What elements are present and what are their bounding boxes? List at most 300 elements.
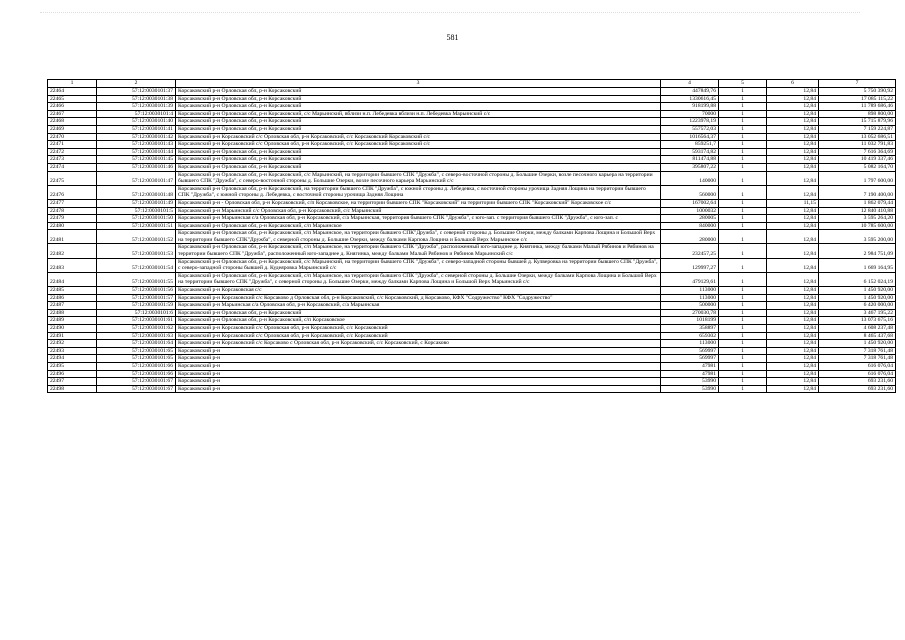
cadastral-number <box>97 103 176 111</box>
area-value-text: 569997 <box>699 347 716 354</box>
row-number <box>48 272 97 286</box>
col-header-2: 2 <box>97 80 176 88</box>
location-description <box>176 309 661 317</box>
cadastral-number <box>97 325 176 333</box>
location-description-text: Корсаковский р-н Корсаковский с/с Орловская обл, р-н Корсаковский, с/с Корсаковский <box>178 325 388 331</box>
table-row <box>48 370 896 378</box>
cadastral-number <box>97 215 176 223</box>
cost-value <box>819 317 896 325</box>
column-5-value <box>719 163 767 171</box>
cadastral-number <box>97 258 176 272</box>
cadastral-number-text: 57:12:0030101:59 <box>131 302 173 309</box>
area-value <box>661 340 719 348</box>
row-number-text: 22487 <box>50 302 64 309</box>
column-5-value <box>719 287 767 295</box>
cost-value <box>819 355 896 363</box>
row-number-text: 22472 <box>50 148 64 155</box>
col-header-4: 4 <box>661 80 719 88</box>
area-value-text: 560000 <box>699 192 716 199</box>
cost-value <box>819 110 896 118</box>
cost-value-text: 693 231,60 <box>867 385 893 392</box>
rate-value <box>767 185 819 199</box>
location-description-text: Корсаковский р-н <box>178 362 221 369</box>
row-number-text: 22486 <box>50 294 64 301</box>
rate-value <box>767 148 819 156</box>
column-5-value-text: 1 <box>741 294 744 301</box>
area-value-text: 569997 <box>699 355 716 362</box>
location-description-text: Корсаковский р-н Орловская обл, р-н Корсаковский, с/п Марьинское <box>178 222 342 229</box>
location-description <box>176 163 661 171</box>
column-5-value-text: 1 <box>741 199 744 206</box>
table-row <box>48 332 896 340</box>
cost-value <box>819 207 896 215</box>
row-number <box>48 378 97 386</box>
area-value <box>661 199 719 207</box>
cost-value <box>819 294 896 302</box>
area-value-text: 280005 <box>699 215 716 222</box>
rate-value-text: 12,84 <box>803 222 816 229</box>
area-value <box>661 88 719 96</box>
area-value <box>661 110 719 118</box>
cadastral-number <box>97 95 176 103</box>
area-value-text: 1000032 <box>696 207 716 214</box>
row-number-text: 22484 <box>50 279 64 286</box>
cost-value-text: 5 082 164,70 <box>863 163 893 170</box>
table-row <box>48 215 896 223</box>
rate-value-text: 12,84 <box>803 178 816 185</box>
rate-value <box>767 317 819 325</box>
cadastral-number <box>97 148 176 156</box>
area-value <box>661 148 719 156</box>
cadastral-number <box>97 272 176 286</box>
cadastral-number-text: 57:12:0030101:51 <box>131 222 173 229</box>
table-row <box>48 272 896 286</box>
area-value-text: 447849,76 <box>692 88 716 94</box>
table-row <box>48 378 896 386</box>
area-value-text: 859251,7 <box>695 141 716 148</box>
area-value-text: 557572,03 <box>692 125 716 132</box>
cadastral-number <box>97 163 176 171</box>
location-description <box>176 230 661 244</box>
column-5-value-text: 1 <box>741 178 744 185</box>
cadastral-number <box>97 332 176 340</box>
column-5-value-text: 1 <box>741 148 744 155</box>
column-5-value-text: 1 <box>741 141 744 148</box>
rate-value-text: 12,84 <box>803 88 816 94</box>
rate-value <box>767 340 819 348</box>
location-description-text: Корсаковский р-н Корсаковский с/с Орловская обл, р-н Корсаковский, с/с Корсаковский Корсаковский с/с <box>178 141 430 148</box>
col-header-3: 3 <box>176 80 661 88</box>
row-number-text: 22498 <box>50 385 64 392</box>
row-number <box>48 244 97 258</box>
cost-value-text: 616 076,04 <box>867 370 893 377</box>
rate-value <box>767 332 819 340</box>
cost-value-text: 4 608 237,48 <box>863 325 893 331</box>
location-description <box>176 125 661 133</box>
cost-value-text: 11 032 791,83 <box>861 141 893 148</box>
cost-value <box>819 185 896 199</box>
cadastral-number-text: 57:12:0030101:38 <box>131 95 173 102</box>
row-number-text: 22488 <box>50 309 64 316</box>
cadastral-number-text: 57:12:0030101:57 <box>131 294 173 301</box>
table-row <box>48 207 896 215</box>
location-description <box>176 332 661 340</box>
cost-value <box>819 222 896 230</box>
area-value <box>661 103 719 111</box>
rate-value-text: 12,84 <box>803 302 816 309</box>
column-5-value-text: 1 <box>741 125 744 132</box>
location-description <box>176 103 661 111</box>
location-description <box>176 133 661 141</box>
column-5-value-text: 1 <box>741 309 744 316</box>
col-header-6: 6 <box>767 80 819 88</box>
row-number-text: 22465 <box>50 95 64 102</box>
rate-value <box>767 171 819 185</box>
rate-value <box>767 385 819 393</box>
area-value-text: 140000 <box>699 178 716 185</box>
cadastral-number-text: 57:12:0030101:48 <box>131 192 173 199</box>
area-value <box>661 141 719 149</box>
cadastral-number-text: 57:12:0030101:62 <box>131 325 173 331</box>
location-description <box>176 110 661 118</box>
cadastral-number <box>97 207 176 215</box>
area-value-text: 811474,88 <box>692 156 716 163</box>
cost-value <box>819 309 896 317</box>
column-5-value <box>719 207 767 215</box>
cadastral-number <box>97 88 176 96</box>
area-value-text: 280000 <box>699 236 716 243</box>
cost-value <box>819 163 896 171</box>
cost-value-text: 7 159 224,87 <box>863 125 893 132</box>
location-description-text: Корсаковский р-н <box>178 385 221 392</box>
rate-value-text: 12,84 <box>803 317 816 324</box>
cadastral-number <box>97 340 176 348</box>
location-description <box>176 355 661 363</box>
area-value <box>661 133 719 141</box>
area-value <box>661 362 719 370</box>
area-value <box>661 347 719 355</box>
cadastral-number-text: 57:12:0030101:44 <box>131 148 173 155</box>
row-number <box>48 88 97 96</box>
location-description-text: Корсаковский р-н <box>178 347 221 354</box>
rate-value <box>767 378 819 386</box>
area-value-text: 270030,78 <box>692 309 716 316</box>
location-description-text: Корсаковский р-н Орловская обл, р-н Корсаковский, с/п Марьинское, на территории бывшего СПК "Дружба", с северной стороны д. Большие Озерки, между балками Карпова Лощина и Большой Верх на территории бывшего СПК "Дружба", с северной стороны д. Большие Озерки, между балками Карпова Лощина и Большой Верх Марьинский с/с <box>178 272 657 286</box>
row-number-text: 22475 <box>50 178 64 185</box>
row-number-text: 22479 <box>50 215 64 222</box>
cost-value-text: 1 450 920,00 <box>863 287 893 294</box>
cadastral-number-text: 57:12:0030101:4 <box>134 110 173 117</box>
column-5-value-text: 1 <box>741 133 744 140</box>
row-number-text: 22490 <box>50 325 64 331</box>
cadastral-number-text: 57:12:0030101:41 <box>131 125 173 132</box>
table-row <box>48 244 896 258</box>
rate-value-text: 12,84 <box>803 347 816 354</box>
rate-value <box>767 370 819 378</box>
area-value <box>661 287 719 295</box>
area-value-text: 70000 <box>702 110 716 117</box>
column-5-value <box>719 110 767 118</box>
area-value <box>661 309 719 317</box>
cadastral-number-text: 57:12:0030101:54 <box>131 265 173 272</box>
rate-value-text: 12,84 <box>803 163 816 170</box>
cost-value <box>819 347 896 355</box>
row-number <box>48 370 97 378</box>
row-number <box>48 199 97 207</box>
cost-value-text: 1 669 164,95 <box>863 265 893 272</box>
cost-value-text: 13 073 675,16 <box>860 317 893 324</box>
row-number-text: 22497 <box>50 378 64 385</box>
location-description-text: Корсаковский р-н Орловская обл, р-н Корсаковский <box>178 309 302 316</box>
column-5-value <box>719 309 767 317</box>
cost-value-text: 17 085 115,22 <box>861 95 893 102</box>
cadastral-number-text: 57:12:0030101:56 <box>131 287 173 294</box>
register-table <box>47 79 896 393</box>
row-number <box>48 332 97 340</box>
location-description-text: Корсаковский р-н <box>178 370 221 377</box>
location-description <box>176 95 661 103</box>
location-description-text: Корсаковский р-н Орловская обл, р-н Корсаковский <box>178 95 302 102</box>
table-row <box>48 95 896 103</box>
location-description-text: Корсаковский р-н Марьинский с/с Орловская обл, р-н Корсаковский, с/с Марьинский <box>178 207 382 214</box>
table-row <box>48 148 896 156</box>
cadastral-number-text: 57:12:0030101:63 <box>131 332 173 339</box>
location-description-text: Корсаковский р-н Орловская обл, р-н Корсаковский <box>178 118 302 125</box>
location-description-text: Корсаковский р-н Орловская обл, р-н Корсаковский, с/п Марьинское, на территории бывшего СПК"Дружба", с северной стороны д. Большие Озерки, между балками Карпова Лощина и Большой Верх на территории бывшего СПК"Дружба", с северной стороны д. Большие Озерки, между балками Карпова Лощина и Большой Верх Марьинское с/с <box>178 230 656 243</box>
row-number <box>48 294 97 302</box>
cost-value <box>819 215 896 223</box>
area-value-text: 659302 <box>699 332 716 339</box>
column-5-value-text: 1 <box>741 362 744 369</box>
area-value-text: 479129,61 <box>692 279 716 286</box>
cost-value-text: 1 797 600,00 <box>863 178 893 185</box>
cost-value-text: 12 840 410,88 <box>860 207 893 214</box>
table-row <box>48 258 896 272</box>
row-number <box>48 258 97 272</box>
column-5-value <box>719 230 767 244</box>
column-5-value <box>719 340 767 348</box>
cost-value <box>819 385 896 393</box>
area-value <box>661 118 719 126</box>
area-value-text: 1018199 <box>696 317 716 324</box>
cadastral-number <box>97 156 176 164</box>
column-5-value-text: 1 <box>741 110 744 117</box>
rate-value-text: 12,84 <box>803 362 816 369</box>
row-number-text: 22476 <box>50 192 64 199</box>
cost-value-text: 15 715 879,96 <box>860 118 893 125</box>
row-number <box>48 185 97 199</box>
table-row <box>48 88 896 96</box>
rate-value <box>767 302 819 310</box>
cadastral-number <box>97 141 176 149</box>
location-description <box>176 199 661 207</box>
row-number <box>48 309 97 317</box>
cadastral-number-text: 57:12:0030101:66 <box>131 362 173 369</box>
location-description-text: Корсаковский р-н Орловская обл, р-н Корсаковский, с/п Марьинское, на территории бывшего СПК "Дружба", расположенный юго-западнее д. Княгинка, между балками Малый Рябинов и Рябинов на территории бывшего СПК "Дружба", расположенный юго-западнее д. Княгинка, между балками Малый Рябинов и Рябинов Марьинский с/с <box>178 244 654 258</box>
cost-value <box>819 125 896 133</box>
row-number <box>48 118 97 126</box>
rate-value <box>767 325 819 333</box>
area-value <box>661 244 719 258</box>
cadastral-number <box>97 287 176 295</box>
cadastral-number-text: 57:12:0030101:65 <box>131 355 173 362</box>
cost-value-text: 1 450 920,00 <box>863 340 893 347</box>
area-value-text: 1016564,37 <box>689 133 716 140</box>
rate-value-text: 12,84 <box>803 287 816 294</box>
column-5-value <box>719 141 767 149</box>
area-value <box>661 294 719 302</box>
location-description-text: Корсаковский р-н Марьинская с/а Орловская обл, р-н Корсаковский, с/а Марьинская <box>178 302 380 309</box>
cost-value-text: 8 465 437,68 <box>863 332 893 339</box>
column-5-value-text: 1 <box>741 192 744 199</box>
rate-value <box>767 199 819 207</box>
location-description <box>176 215 661 223</box>
cost-value-text: 3 595 200,00 <box>863 236 893 243</box>
column-5-value-text: 1 <box>741 222 744 229</box>
column-5-value <box>719 171 767 185</box>
column-5-value-text: 1 <box>741 325 744 331</box>
column-5-value <box>719 156 767 164</box>
column-5-value-text: 1 <box>741 355 744 362</box>
rate-value-text: 12,84 <box>803 141 816 148</box>
row-number-text: 22493 <box>50 347 64 354</box>
row-number-text: 22474 <box>50 163 64 170</box>
cadastral-number-text: 57:12:0030101:6 <box>134 309 173 316</box>
table-row <box>48 362 896 370</box>
rate-value-text: 12,84 <box>803 325 816 331</box>
location-description <box>176 302 661 310</box>
location-description-text: Корсаковский р-н Корсаковский с/с Орловская обл, р-н Корсаковский, с/с Корсаковский <box>178 332 388 339</box>
rate-value-text: 12,84 <box>803 207 816 214</box>
row-number-text: 22481 <box>50 236 64 243</box>
cost-value-text: 10 419 337,46 <box>860 156 893 163</box>
table-row <box>48 385 896 393</box>
row-number <box>48 340 97 348</box>
row-number <box>48 230 97 244</box>
location-description <box>176 118 661 126</box>
rate-value <box>767 133 819 141</box>
area-value <box>661 125 719 133</box>
area-value-text: 47981 <box>702 370 716 377</box>
cost-value <box>819 118 896 126</box>
table-row <box>48 141 896 149</box>
column-5-value-text: 1 <box>741 163 744 170</box>
location-description <box>176 370 661 378</box>
cadastral-number-text: 57:12:0030101:40 <box>131 118 173 125</box>
area-value-text: 113000 <box>699 287 716 294</box>
cost-value-text: 7 318 761,48 <box>863 355 893 362</box>
rate-value-text: 12,84 <box>803 95 816 102</box>
rate-value-text: 12,84 <box>803 370 816 377</box>
location-description-text: Корсаковский р-н Марьинская с/а Орловская обл, р-н Корсаковский, с/а Марьинская, территория бывшего СПК "Дружба", с юго-зап. с территория бывшего СПК "Дружба", с юго-зап. с <box>178 215 618 222</box>
cost-value <box>819 95 896 103</box>
location-description-text: Корсаковский р-н Орловская обл, р-н Корсаковский <box>178 88 302 94</box>
cost-value-text: 6 420 000,00 <box>863 302 893 309</box>
area-value <box>661 185 719 199</box>
location-description-text: Корсаковский р-н Орловская обл, р-н Корсаковский, с/п Корсаковское <box>178 317 345 324</box>
rate-value-text: 12,84 <box>803 355 816 362</box>
cost-value <box>819 325 896 333</box>
column-5-value <box>719 385 767 393</box>
cost-value-text: 7 318 761,48 <box>863 347 893 354</box>
column-5-value <box>719 272 767 286</box>
cost-value-text: 1 862 079,44 <box>863 199 893 206</box>
column-5-value <box>719 362 767 370</box>
location-description <box>176 378 661 386</box>
location-description <box>176 340 661 348</box>
row-number <box>48 207 97 215</box>
cadastral-number-text: 57:12:0030101:66 <box>131 370 173 377</box>
area-value <box>661 302 719 310</box>
col-header-7: 7 <box>819 80 896 88</box>
cost-value <box>819 148 896 156</box>
table-row <box>48 347 896 355</box>
column-5-value-text: 1 <box>741 347 744 354</box>
column-5-value-text: 1 <box>741 118 744 125</box>
column-5-value <box>719 103 767 111</box>
row-number <box>48 156 97 164</box>
rate-value-text: 12,84 <box>803 332 816 339</box>
rate-value <box>767 141 819 149</box>
location-description <box>176 287 661 295</box>
cadastral-number <box>97 294 176 302</box>
column-5-value <box>719 148 767 156</box>
area-value-text: 113000 <box>699 340 716 347</box>
rate-value <box>767 95 819 103</box>
area-value-text: 593174,82 <box>692 148 716 155</box>
cost-value-text: 693 231,60 <box>867 378 893 385</box>
row-number <box>48 215 97 223</box>
column-5-value <box>719 325 767 333</box>
row-number <box>48 325 97 333</box>
location-description-text: Корсаковский р-н Орловская обл, р-н Корсаковский, на территории бывшего СПК "Дружба", с южной стороны д. Лебедевка, с восточной стороны урочища Задняя Лощина на территории бывшего СПК "Дружба", с южной стороны д. Лебедевка, с восточной стороны урочища Задняя Лощина <box>178 185 646 199</box>
table-row <box>48 125 896 133</box>
table-row <box>48 118 896 126</box>
cadastral-number <box>97 199 176 207</box>
area-value <box>661 355 719 363</box>
column-5-value <box>719 133 767 141</box>
area-value <box>661 385 719 393</box>
table-row <box>48 163 896 171</box>
column-5-value-text: 1 <box>741 370 744 377</box>
rate-value-text: 11,15 <box>803 199 816 206</box>
column-5-value <box>719 95 767 103</box>
column-5-value <box>719 199 767 207</box>
table-row <box>48 309 896 317</box>
rate-value <box>767 294 819 302</box>
column-5-value-text: 1 <box>741 332 744 339</box>
column-5-value-text: 1 <box>741 287 744 294</box>
location-description <box>176 156 661 164</box>
location-description <box>176 385 661 393</box>
rate-value <box>767 244 819 258</box>
table-row <box>48 340 896 348</box>
cadastral-number-text: 57:12:0030101:65 <box>131 347 173 354</box>
row-number-text: 22470 <box>50 133 64 140</box>
cadastral-number <box>97 362 176 370</box>
area-value-text: 358897 <box>699 325 716 331</box>
row-number <box>48 133 97 141</box>
column-5-value <box>719 222 767 230</box>
location-description <box>176 171 661 185</box>
row-number-text: 22494 <box>50 355 64 362</box>
rate-value <box>767 287 819 295</box>
column-5-value-text: 1 <box>741 215 744 222</box>
column-5-value-text: 1 <box>741 340 744 347</box>
row-number <box>48 95 97 103</box>
row-number-text: 22464 <box>50 88 64 94</box>
cadastral-number <box>97 230 176 244</box>
